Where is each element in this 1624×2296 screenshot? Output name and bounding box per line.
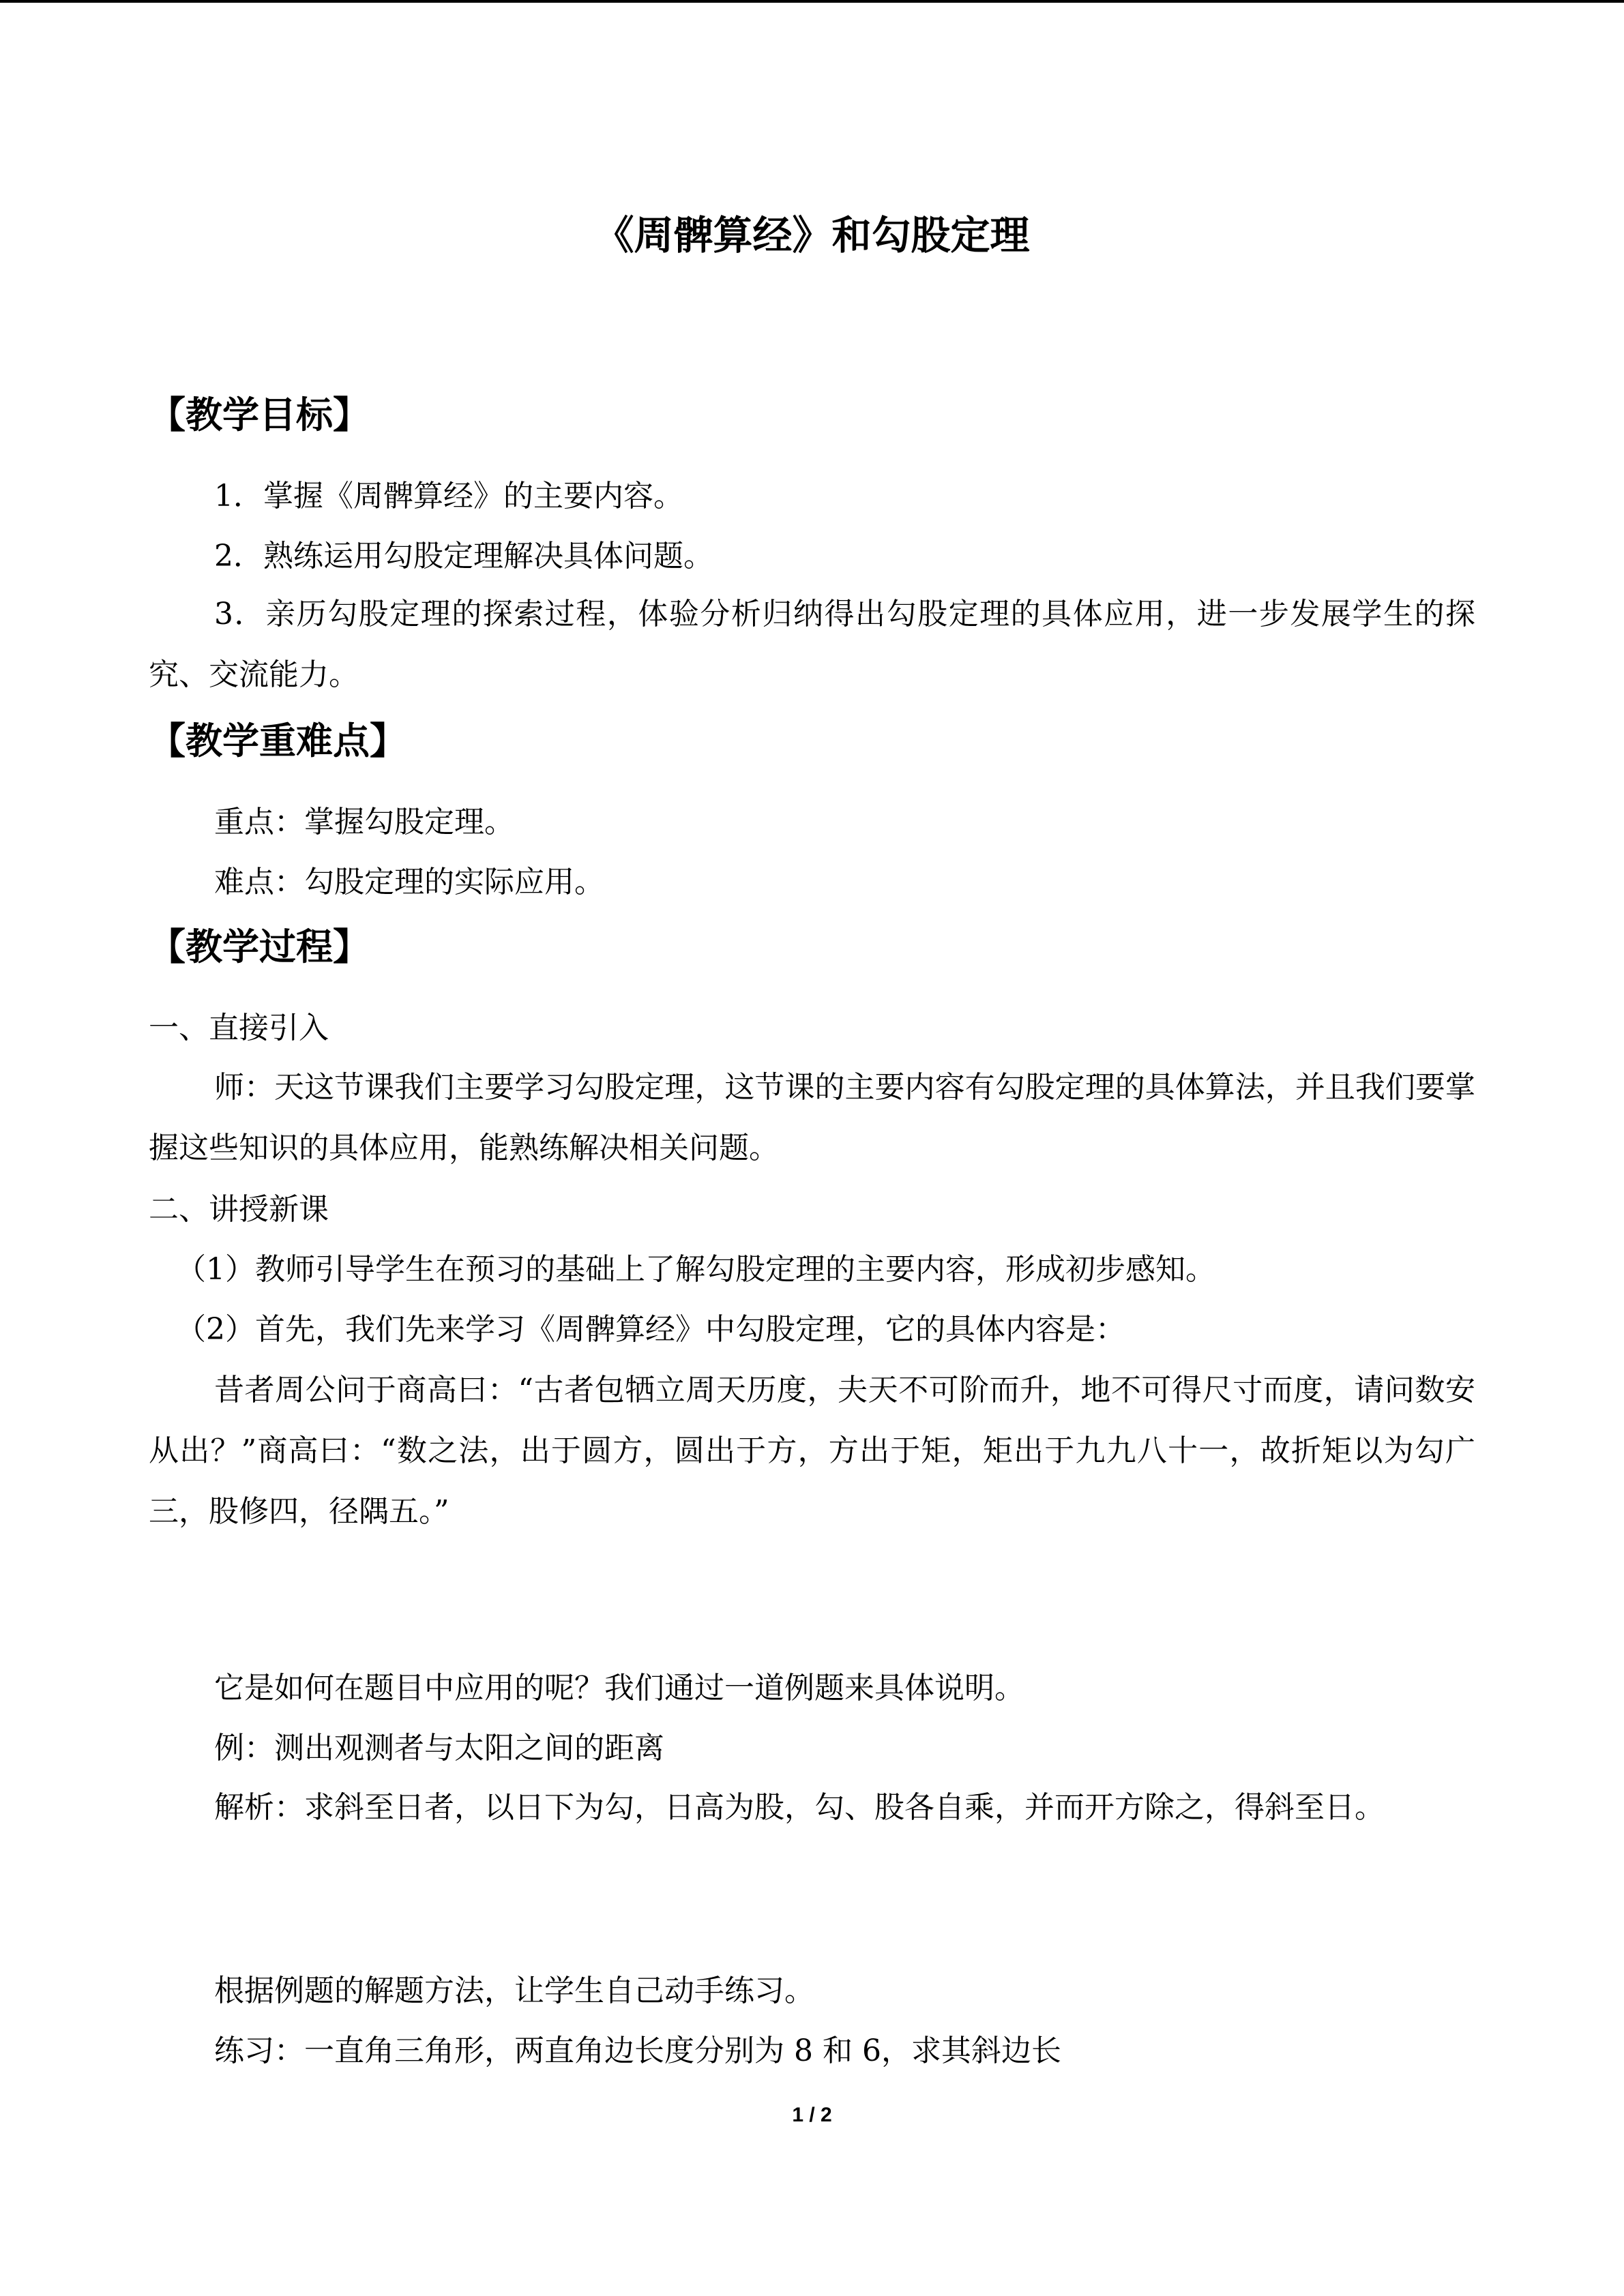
section-heading-key-points: 【教学重难点】 <box>149 719 407 762</box>
objective-item-3: 3．亲历勾股定理的探索过程，体验分析归纳得出勾股定理的具体应用，进一步发展学生的探究、交流能力。 <box>149 597 1475 692</box>
part1-text: 师：天这节课我们主要学习勾股定理，这节课的主要内容有勾股定理的具体算法，并且我们要掌握这些知识的具体应用，能熟练解决相关问题。 <box>149 1070 1475 1165</box>
page-number: 1 / 2 <box>792 2104 832 2126</box>
difficult-point-text: 难点：勾股定理的实际应用。 <box>214 865 604 899</box>
step-2-text: （2）首先，我们先来学习《周髀算经》中勾股定理，它的具体内容是： <box>176 1312 1125 1347</box>
document-title: 《周髀算经》和勾股定理 <box>594 212 1030 258</box>
classic-quote: 昔者周公问于商高曰：“古者包牺立周天历度，夫天不可阶而升，地不可得尺寸而度，请问数安从出？”商高曰：“数之法，出于圆方，圆出于方，方出于矩，矩出于九九八十一，故折矩以为勾广三，股修四，径隅五。” <box>149 1373 1475 1529</box>
analysis-text: 解析：求斜至日者，以日下为勾，日高为股，勾、股各自乘，并而开方除之，得斜至日。 <box>214 1790 1385 1825</box>
section-heading-objectives: 【教学目标】 <box>149 393 370 436</box>
objective-item-1: 1．掌握《周髀算经》的主要内容。 <box>214 479 683 513</box>
top-border-line <box>0 0 1624 3</box>
objective-item-2: 2．熟练运用勾股定理解决具体问题。 <box>214 539 713 573</box>
practice-text: 练习：一直角三角形，两直角边长度分别为 8 和 6，求其斜边长 <box>214 2033 1061 2068</box>
key-point-text: 重点：掌握勾股定理。 <box>214 805 514 839</box>
part1-title: 一、直接引入 <box>149 1011 329 1045</box>
practice-intro-text: 根据例题的解题方法，让学生自己动手练习。 <box>214 1973 814 2008</box>
step-1-text: （1）教师引导学生在预习的基础上了解勾股定理的主要内容，形成初步感知。 <box>176 1252 1215 1287</box>
part2-title: 二、讲授新课 <box>149 1192 329 1227</box>
application-text: 它是如何在题目中应用的呢？我们通过一道例题来具体说明。 <box>214 1671 1024 1705</box>
section-heading-process: 【教学过程】 <box>149 925 370 968</box>
example-text: 例：测出观测者与太阳之间的距离 <box>214 1731 664 1765</box>
